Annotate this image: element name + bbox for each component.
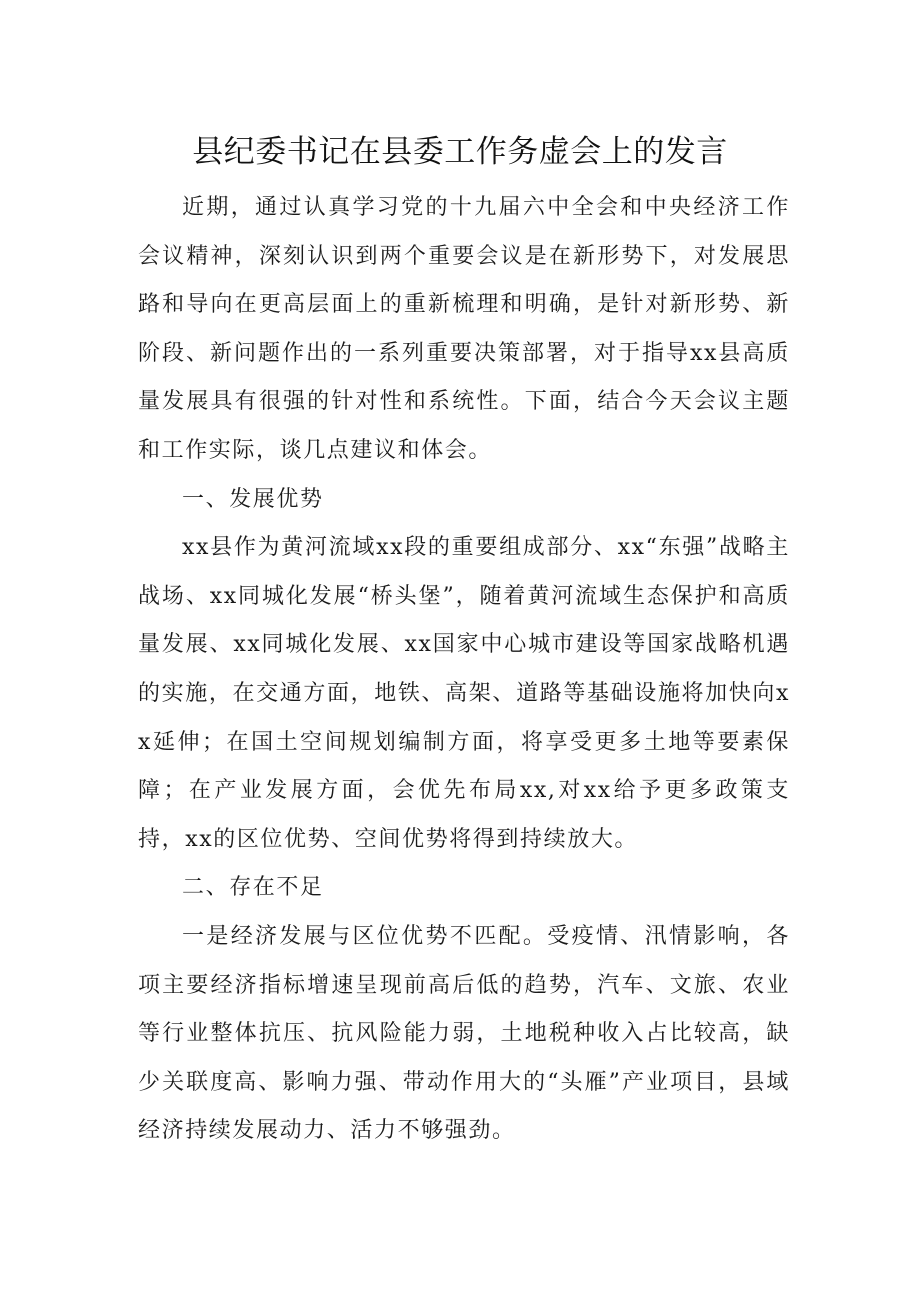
section-heading-shortcomings: 二、存在不足 [182,875,324,901]
document-body [138,184,790,1156]
paragraph-intro: 近期，通过认真学习党的十九届六中全会和中央经济工作会议精神，深刻认识到两个重要会议是在新形势下，对发展思路和导向在更高层面上的重新梳理和明确，是针对新形势、新阶段、新问题作出的一系列重要决策部署，对于指导xx县高质量发展具有很强的针对性和系统性。下面，结合今天会议主题和工作实际，谈几点建议和体会。 [138,195,790,463]
section-heading-advantages: 一、发展优势 [182,486,324,512]
paragraph-shortcomings: 一是经济发展与区位优势不匹配。受疫情、汛情影响，各项主要经济指标增速呈现前高后低的趋势，汽车、文旅、农业等行业整体抗压、抗风险能力弱，土地税种收入占比较高，缺少关联度高、影响力强、带动作用大的“头雁”产业项目，县域经济持续发展动力、活力不够强劲。 [138,923,790,1144]
document-title: 县纪委书记在县委工作务虚会上的发言 [192,134,728,170]
paragraph-advantages: xx县作为黄河流域xx段的重要组成部分、xx“东强”战略主战场、xx同城化发展“桥头堡”，随着黄河流域生态保护和高质量发展、xx同城化发展、xx国家中心城市建设等国家战略机遇的实施，在交通方面，地铁、高架、道路等基础设施将加快向xx延伸；在国土空间规划编制方面，将享受更多土地等要素保障；在产业发展方面，会优先布局xx,对xx给予更多政策支持，xx的区位优势、空间优势将得到持续放大。 [138,535,790,852]
